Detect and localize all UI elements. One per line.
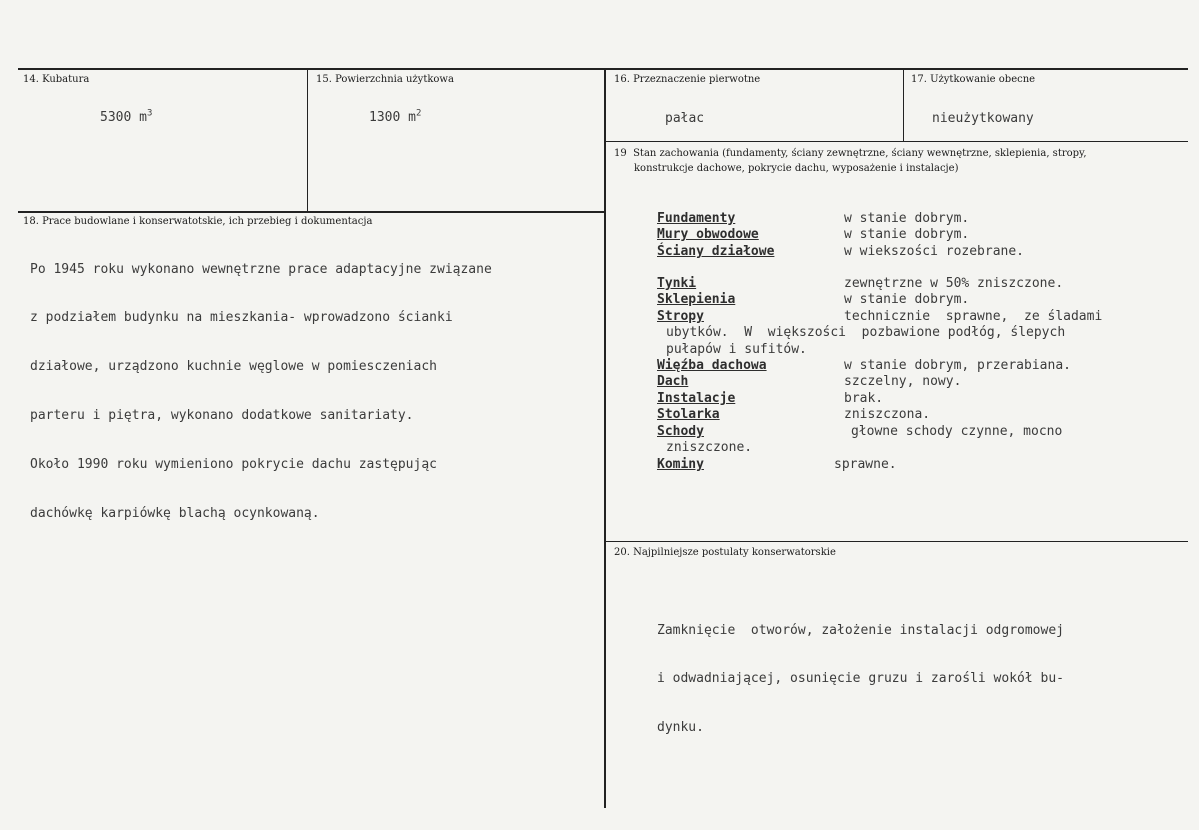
field-14-value [100, 110, 152, 125]
stan-value-sciany: w wiekszości rozebrane. [844, 244, 1025, 259]
field-16-value: pałac [665, 111, 705, 126]
stan-label-stropy: Stropy [657, 309, 704, 324]
field-20-header: 20. Najpilniejsze postulaty konserwatorskie [614, 547, 836, 558]
top-rule-left [18, 68, 555, 70]
stan-schody-continuation: zniszczone. [666, 440, 753, 455]
stan-value-sklepienia: w stanie dobrym. [844, 292, 970, 307]
field-15-number: 1300 m [369, 110, 416, 125]
field-15-value [369, 110, 421, 125]
field-18-text [30, 229, 620, 555]
stan-label-stolarka: Stolarka [657, 407, 720, 422]
field-18-line: z podziałem budynku na mieszkania- wprowadzono ścianki [30, 310, 453, 326]
field-20-line: dynku. [657, 720, 704, 736]
stan-value-stolarka: zniszczona. [844, 407, 931, 422]
stan-label-sklepienia: Sklepienia [657, 292, 736, 307]
field-18-line: Około 1990 roku wymieniono pokrycie dachu zastępując [30, 457, 437, 473]
field-20-line: Zamknięcie otworów, założenie instalacji odgromowej [657, 622, 1064, 638]
field-18-line: parteru i piętra, wykonano dodatkowe sanitariaty. [30, 408, 414, 424]
field-14-superscript: 3 [146, 108, 153, 119]
stan-stropy-continuation-2: pułapów i sufitów. [666, 342, 807, 357]
stan-value-schody: głowne schody czynne, mocno [851, 424, 1063, 439]
field-18-line: dachówkę karpiówkę blachą ocynkowaną. [30, 506, 320, 522]
stan-stropy-continuation-1: ubytków. W większości pozbawione podłóg, ślepych [666, 325, 1066, 340]
field-14-header: 14. Kubatura [23, 74, 90, 85]
stan-label-schody: Schody [657, 424, 704, 439]
field-18-header: 18. Prace budowlane i konserwatotskie, ich przebieg i dokumentacja [23, 216, 373, 227]
stan-value-stropy: technicznie sprawne, ze śladami [844, 309, 1103, 324]
rule-above-20 [604, 541, 1188, 542]
field-18-line: Po 1945 roku wykonano wewnętrzne prace adaptacyjne związane [30, 261, 492, 277]
field-14-number: 5300 m [100, 110, 147, 125]
stan-label-dach: Dach [657, 374, 689, 389]
top-rule-right [555, 68, 1188, 70]
field-15-superscript: 2 [415, 108, 422, 119]
stan-label-tynki: Tynki [657, 276, 697, 291]
rule-under-16-17 [604, 141, 1188, 142]
field-16-header: 16. Przeznaczenie pierwotne [614, 74, 761, 85]
stan-value-tynki: zewnętrzne w 50% zniszczone. [844, 276, 1064, 291]
field-20-text [657, 590, 1064, 769]
stan-value-wiezba: w stanie dobrym, przerabiana. [844, 358, 1071, 373]
field-17-value: nieużytkowany [932, 111, 1034, 126]
stan-label-mury: Mury obwodowe [657, 227, 759, 242]
rule-under-14-15 [18, 211, 605, 213]
stan-value-kominy: sprawne. [834, 457, 897, 472]
field-19-header-line1: 19 Stan zachowania (fundamenty, ściany zewnętrzne, ściany wewnętrzne, sklepienia, stropy, [614, 148, 1087, 159]
stan-value-mury: w stanie dobrym. [844, 227, 970, 242]
field-15-header: 15. Powierzchnia użytkowa [316, 74, 454, 85]
field-18-line: działowe, urządzono kuchnie węglowe w pomiesczeniach [30, 359, 437, 375]
divider-14-15 [307, 69, 308, 211]
stan-value-fundamenty: w stanie dobrym. [844, 211, 970, 226]
stan-value-dach: szczelny, nowy. [844, 374, 962, 389]
stan-label-instalacje: Instalacje [657, 391, 736, 406]
field-17-header: 17. Użytkowanie obecne [911, 74, 1036, 85]
stan-label-kominy: Kominy [657, 457, 704, 472]
field-20-line: i odwadniającej, osunięcie gruzu i zarośli wokół bu- [657, 671, 1064, 687]
stan-label-sciany: Ściany działowe [657, 244, 775, 259]
stan-label-fundamenty: Fundamenty [657, 211, 736, 226]
stan-value-instalacje: brak. [844, 391, 884, 406]
stan-label-wiezba: Więźba dachowa [657, 358, 767, 373]
field-19-header-line2: konstrukcje dachowe, pokrycie dachu, wyposażenie i instalacje) [634, 163, 959, 174]
divider-16-17 [903, 69, 904, 141]
